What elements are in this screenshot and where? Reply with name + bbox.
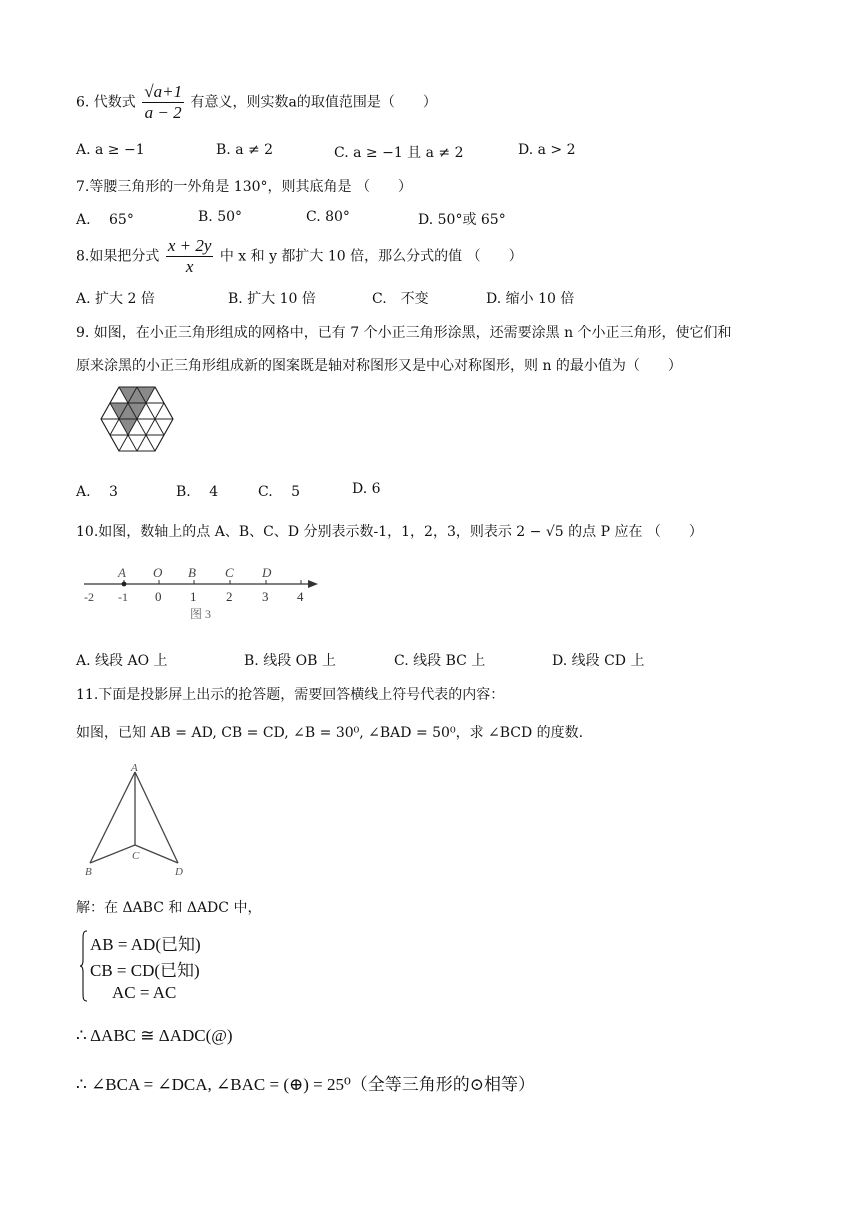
- q9-option-d: D. 6: [352, 481, 381, 497]
- q11-conclusion-congruent: ∴ ΔABC ≅ ΔADC(@): [76, 1026, 233, 1045]
- q6-option-a: A. a ≥ −1: [76, 142, 145, 158]
- q8-option-c: C. 不变: [372, 291, 429, 307]
- q7-stem: 7.等腰三角形的一外角是 130°，则其底角是 （ ）: [76, 179, 412, 195]
- q10-axis-arrow: [308, 580, 318, 588]
- q6-fraction: [142, 82, 184, 123]
- q9-hexagon-grid-figure: [92, 382, 182, 468]
- q11-figure-label-b: B: [85, 866, 92, 878]
- q9-option-a: A. 3: [76, 484, 118, 500]
- q6-fraction-numerator: √a+1: [144, 82, 183, 101]
- q10-tick-label: -2: [84, 590, 94, 604]
- q10-option-b: B. 线段 OB 上: [244, 653, 336, 669]
- q8-fraction-denominator: x: [185, 257, 194, 276]
- q10-figure-caption: 图 3: [190, 607, 212, 621]
- q10-option-d: D. 线段 CD 上: [552, 653, 645, 669]
- q6-suffix: 有意义，则实数a的取值范围是（ ）: [190, 94, 437, 111]
- q10-tick-label: 0: [155, 589, 162, 604]
- q7-option-c: C. 80°: [306, 209, 350, 225]
- q6-fraction-denominator: a − 2: [144, 103, 182, 122]
- q10-tick-label: 2: [226, 589, 233, 604]
- q8-option-a: A. 扩大 2 倍: [76, 291, 155, 307]
- q11-system-line-1: AB = AD(已知): [90, 935, 201, 954]
- q10-tick-label: -1: [118, 590, 128, 604]
- q8-fraction-numerator: x + 2y: [167, 236, 212, 255]
- q9-option-c: C. 5: [258, 484, 301, 500]
- q10-tick-label: 1: [190, 589, 197, 604]
- q10-tick-label: 4: [297, 589, 304, 604]
- q11-solution-intro: 解：在 ΔABC 和 ΔADC 中，: [76, 900, 262, 916]
- q11-quadrilateral-figure: [82, 762, 192, 880]
- q11-given: 如图，已知 AB = AD, CB = CD, ∠B = 30⁰, ∠BAD = 50⁰，求 ∠BCD 的度数.: [76, 725, 584, 741]
- q10-option-c: C. 线段 BC 上: [394, 653, 486, 669]
- q11-figure-label-d: D: [175, 866, 183, 878]
- q8-prefix: 8.如果把分式: [76, 248, 160, 265]
- q11-figure-label-c: C: [132, 850, 140, 862]
- q6-option-c: C. a ≥ −1 且 a ≠ 2: [334, 145, 464, 161]
- q10-option-a: A. 线段 AO 上: [76, 653, 168, 669]
- q10-point-label-o: O: [153, 565, 163, 580]
- q9-shaded-triangle: [119, 419, 137, 435]
- q11-stem: 11.下面是投影屏上出示的抢答题，需要回答横线上符号代表的内容：: [76, 687, 505, 703]
- q11-left-brace: [80, 930, 88, 1002]
- q6-option-d: D. a > 2: [518, 142, 576, 158]
- q7-option-b: B. 50°: [198, 209, 243, 225]
- q6-option-b: B. a ≠ 2: [216, 142, 274, 158]
- q10-point-label-d: D: [262, 565, 272, 580]
- q8-option-b: B. 扩大 10 倍: [228, 291, 316, 307]
- q11-figure-label-a: A: [131, 762, 138, 774]
- q10-point-label-c: C: [225, 565, 234, 580]
- q6-stem: [76, 82, 437, 123]
- q10-tick-label: 3: [262, 589, 269, 604]
- q8-suffix: 中 x 和 y 都扩大 10 倍，那么分式的值 （ ）: [219, 248, 523, 265]
- q7-option-a: A. 65°: [76, 212, 134, 228]
- q10-point-label-b: B: [188, 565, 196, 580]
- q10-number-line-figure: [80, 560, 325, 626]
- q9-line1: 9. 如图，在小正三角形组成的网格中，已有 7 个小正三角形涂黑，还需要涂黑 n 个小正三角形，使它们和: [76, 325, 732, 341]
- q7-option-d: D. 50°或 65°: [418, 212, 506, 228]
- q9-option-b: B. 4: [176, 484, 219, 500]
- q9-line2: 原来涂黑的小正三角形组成新的图案既是轴对称图形又是中心对称图形，则 n 的最小值为（ ）: [76, 358, 682, 374]
- q11-system-line-3: AC = AC: [112, 983, 177, 1002]
- q10-point-label-a: A: [118, 565, 126, 580]
- q10-stem: 10.如图，数轴上的点 A、B、C、D 分别表示数-1，1，2，3，则表示 2 − √5 的点 P 应在 （ ）: [76, 524, 703, 540]
- q11-conclusion-angles: ∴ ∠BCA = ∠DCA, ∠BAC = (⊕) = 25⁰（全等三角形的⊙相等）: [76, 1075, 536, 1094]
- q8-fraction: [166, 236, 214, 277]
- q10-point-a-dot: [122, 582, 127, 587]
- q11-system-line-2: CB = CD(已知): [90, 961, 200, 980]
- q8-stem: [76, 236, 523, 277]
- q6-prefix: 6. 代数式: [76, 94, 136, 111]
- q8-option-d: D. 缩小 10 倍: [486, 291, 575, 307]
